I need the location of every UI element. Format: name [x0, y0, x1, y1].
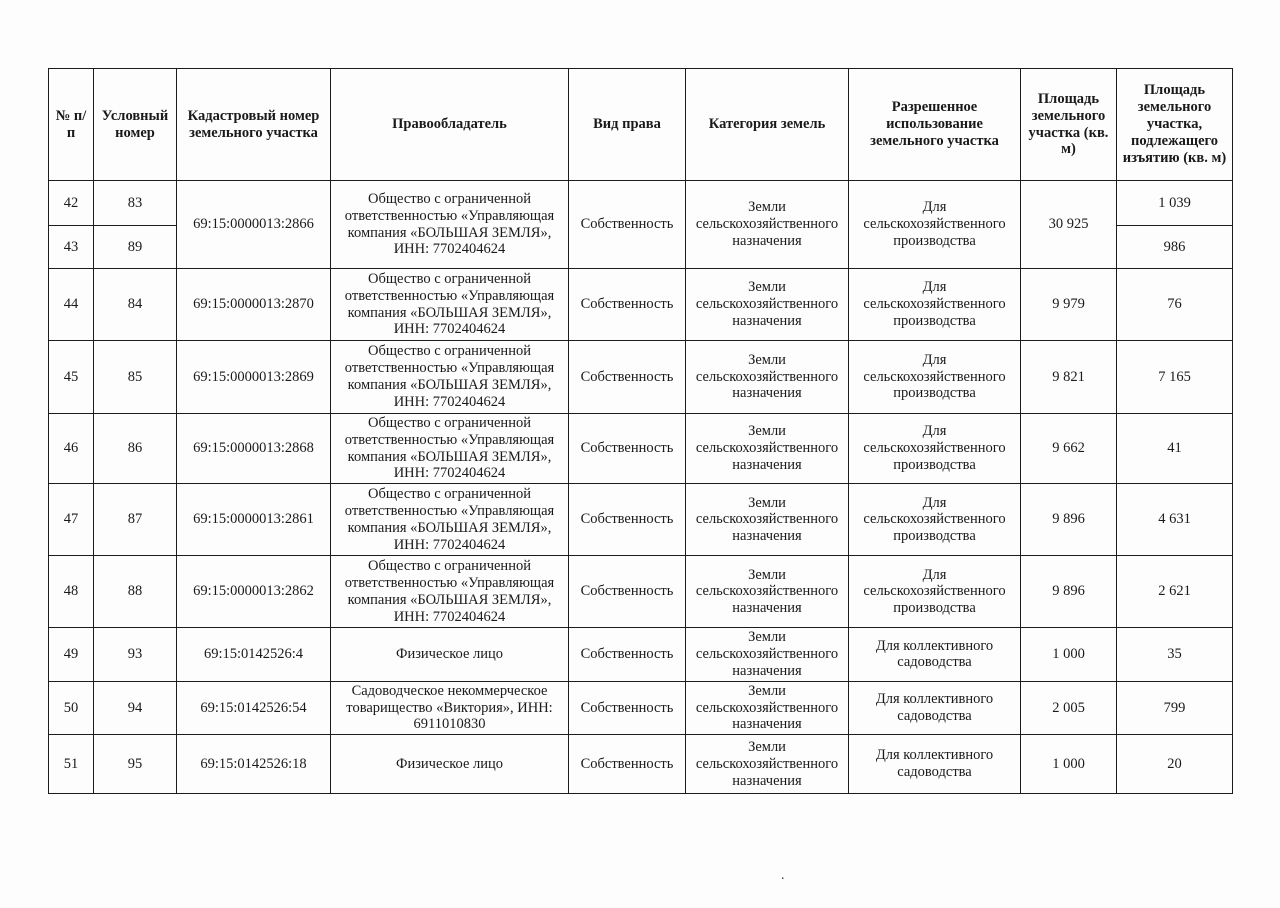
cell-seized-area: 76 [1117, 269, 1233, 341]
cell-land-category: Земли сельскохозяйственного назначения [686, 414, 849, 484]
cell-cadastral-number: 69:15:0000013:2870 [177, 269, 331, 341]
cell-permitted-use: Для сельскохозяйственного производства [849, 484, 1021, 556]
cell-permitted-use: Для коллективного садоводства [849, 681, 1021, 734]
cell-seized-area: 1 039 [1117, 181, 1233, 226]
cell-owner: Общество с ограниченной ответственностью «Управляющая компания «БОЛЬШАЯ ЗЕМЛЯ», ИНН: 7702404624 [331, 556, 569, 628]
cell-right-type: Собственность [569, 735, 686, 794]
header-right-type: Вид права [569, 69, 686, 181]
table-row [49, 735, 1233, 794]
cell-right-type: Собственность [569, 681, 686, 734]
cell-seized-area: 799 [1117, 681, 1233, 734]
cell-cadastral-number: 69:15:0000013:2861 [177, 484, 331, 556]
cell-cadastral-number: 69:15:0000013:2869 [177, 341, 331, 414]
cell-area: 9 662 [1021, 414, 1117, 484]
cell-area: 9 896 [1021, 556, 1117, 628]
header-row-number: № п/п [49, 69, 94, 181]
cell-conditional-number: 83 [94, 181, 177, 226]
cell-owner: Физическое лицо [331, 628, 569, 681]
cell-permitted-use: Для сельскохозяйственного производства [849, 341, 1021, 414]
cell-seized-area: 986 [1117, 226, 1233, 269]
cell-row-number: 50 [49, 681, 94, 734]
cell-permitted-use: Для коллективного садоводства [849, 735, 1021, 794]
cell-area: 2 005 [1021, 681, 1117, 734]
table-row [49, 269, 1233, 341]
cell-cadastral-number: 69:15:0142526:18 [177, 735, 331, 794]
cell-conditional-number: 87 [94, 484, 177, 556]
cell-permitted-use: Для сельскохозяйственного производства [849, 414, 1021, 484]
cell-right-type: Собственность [569, 341, 686, 414]
cell-owner: Общество с ограниченной ответственностью «Управляющая компания «БОЛЬШАЯ ЗЕМЛЯ», ИНН: 7702404624 [331, 341, 569, 414]
table-row [49, 414, 1233, 484]
cell-conditional-number: 88 [94, 556, 177, 628]
cell-seized-area: 20 [1117, 735, 1233, 794]
cell-row-number: 44 [49, 269, 94, 341]
cell-area: 9 979 [1021, 269, 1117, 341]
cell-row-number: 51 [49, 735, 94, 794]
header-permitted-use: Разрешенное использование земельного участка [849, 69, 1021, 181]
cell-row-number: 47 [49, 484, 94, 556]
cell-permitted-use: Для сельскохозяйственного производства [849, 269, 1021, 341]
cell-area: 30 925 [1021, 181, 1117, 269]
header-seized-area: Площадь земельного участка, подлежащего изъятию (кв. м) [1117, 69, 1233, 181]
cell-right-type: Собственность [569, 414, 686, 484]
cell-right-type: Собственность [569, 181, 686, 269]
cell-area: 1 000 [1021, 628, 1117, 681]
cell-conditional-number: 86 [94, 414, 177, 484]
cell-land-category: Земли сельскохозяйственного назначения [686, 269, 849, 341]
cell-conditional-number: 85 [94, 341, 177, 414]
cell-conditional-number: 93 [94, 628, 177, 681]
cell-cadastral-number: 69:15:0000013:2866 [177, 181, 331, 269]
cell-permitted-use: Для коллективного садоводства [849, 628, 1021, 681]
cell-owner: Общество с ограниченной ответственностью «Управляющая компания «БОЛЬШАЯ ЗЕМЛЯ», ИНН: 7702404624 [331, 484, 569, 556]
cell-row-number: 49 [49, 628, 94, 681]
cell-owner: Физическое лицо [331, 735, 569, 794]
cell-seized-area: 41 [1117, 414, 1233, 484]
cell-right-type: Собственность [569, 628, 686, 681]
cell-cadastral-number: 69:15:0000013:2868 [177, 414, 331, 484]
cell-right-type: Собственность [569, 556, 686, 628]
cell-owner: Садоводческое некоммерческое товарищество «Виктория», ИНН: 6911010830 [331, 681, 569, 734]
header-cadastral-number: Кадастровый номер земельного участка [177, 69, 331, 181]
table-row [49, 628, 1233, 681]
header-conditional-number: Условный номер [94, 69, 177, 181]
cell-conditional-number: 94 [94, 681, 177, 734]
cell-land-category: Земли сельскохозяйственного назначения [686, 181, 849, 269]
cell-owner: Общество с ограниченной ответственностью «Управляющая компания «БОЛЬШАЯ ЗЕМЛЯ», ИНН: 7702404624 [331, 269, 569, 341]
cell-seized-area: 2 621 [1117, 556, 1233, 628]
table-row [49, 341, 1233, 414]
header-area: Площадь земельного участка (кв. м) [1021, 69, 1117, 181]
cell-land-category: Земли сельскохозяйственного назначения [686, 735, 849, 794]
cell-area: 1 000 [1021, 735, 1117, 794]
cell-area: 9 821 [1021, 341, 1117, 414]
cell-conditional-number: 89 [94, 226, 177, 269]
table-row [49, 681, 1233, 734]
header-land-category: Категория земель [686, 69, 849, 181]
cell-seized-area: 35 [1117, 628, 1233, 681]
cell-right-type: Собственность [569, 484, 686, 556]
cell-cadastral-number: 69:15:0142526:4 [177, 628, 331, 681]
table-row [49, 181, 1233, 226]
cell-permitted-use: Для сельскохозяйственного производства [849, 556, 1021, 628]
page-mark-dot: . [781, 868, 785, 883]
cell-conditional-number: 95 [94, 735, 177, 794]
cell-land-category: Земли сельскохозяйственного назначения [686, 681, 849, 734]
cell-row-number: 46 [49, 414, 94, 484]
cell-seized-area: 7 165 [1117, 341, 1233, 414]
cell-cadastral-number: 69:15:0000013:2862 [177, 556, 331, 628]
cell-permitted-use: Для сельскохозяйственного производства [849, 181, 1021, 269]
land-parcels-table [48, 68, 1233, 794]
table-row [49, 484, 1233, 556]
header-owner: Правообладатель [331, 69, 569, 181]
header-row [49, 69, 1233, 181]
cell-area: 9 896 [1021, 484, 1117, 556]
cell-cadastral-number: 69:15:0142526:54 [177, 681, 331, 734]
cell-land-category: Земли сельскохозяйственного назначения [686, 628, 849, 681]
cell-owner: Общество с ограниченной ответственностью «Управляющая компания «БОЛЬШАЯ ЗЕМЛЯ», ИНН: 7702404624 [331, 414, 569, 484]
cell-right-type: Собственность [569, 269, 686, 341]
table-row [49, 556, 1233, 628]
cell-row-number: 42 [49, 181, 94, 226]
cell-conditional-number: 84 [94, 269, 177, 341]
cell-owner: Общество с ограниченной ответственностью «Управляющая компания «БОЛЬШАЯ ЗЕМЛЯ», ИНН: 7702404624 [331, 181, 569, 269]
cell-land-category: Земли сельскохозяйственного назначения [686, 484, 849, 556]
cell-land-category: Земли сельскохозяйственного назначения [686, 556, 849, 628]
cell-row-number: 45 [49, 341, 94, 414]
cell-row-number: 48 [49, 556, 94, 628]
cell-seized-area: 4 631 [1117, 484, 1233, 556]
cell-land-category: Земли сельскохозяйственного назначения [686, 341, 849, 414]
cell-row-number: 43 [49, 226, 94, 269]
